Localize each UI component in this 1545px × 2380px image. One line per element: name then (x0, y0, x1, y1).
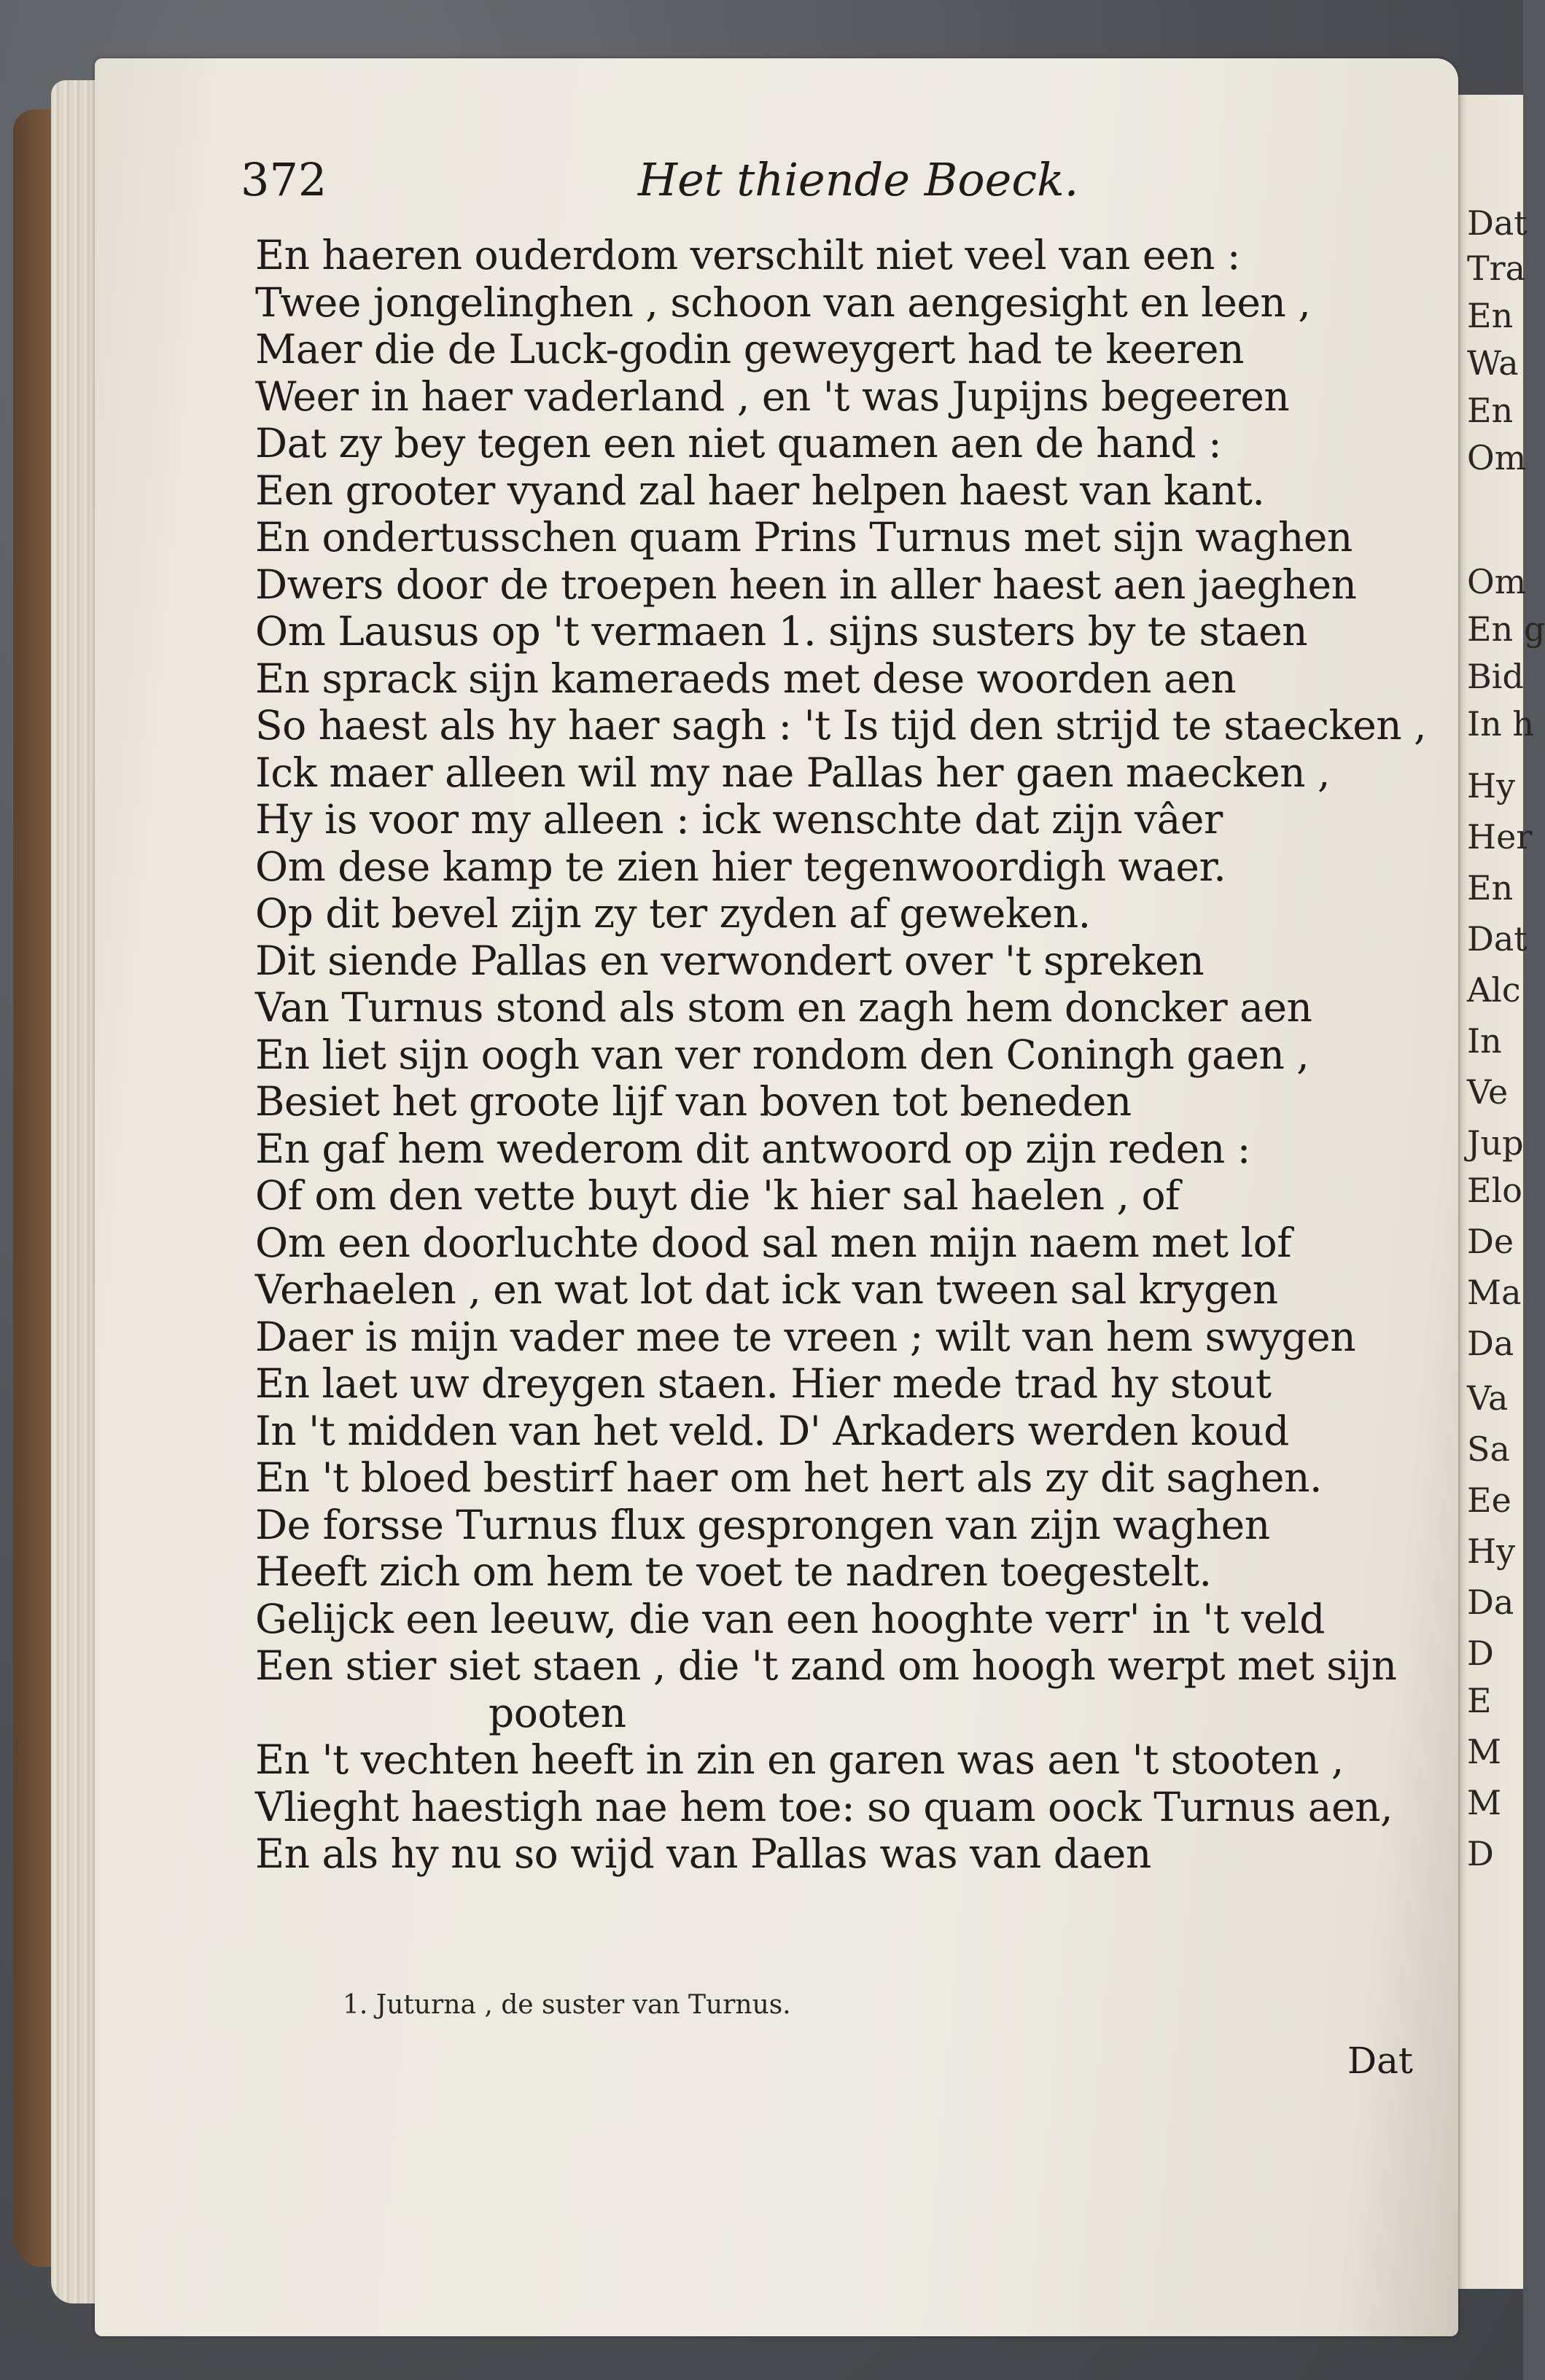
verse-line: Dat zy bey tegen een niet quamen aen de hand : (255, 420, 1222, 467)
verse-line: Maer die de Luck-godin geweygert had te keeren (255, 326, 1245, 372)
facing-fragment: Ee (1467, 1480, 1511, 1520)
page-number: 372 (241, 153, 327, 206)
verse-text (255, 232, 1436, 1878)
facing-fragment: Da (1467, 1583, 1514, 1622)
verse-line: Om een doorluchte dood sal men mijn naem met lof (255, 1219, 1292, 1266)
verse-line: In 't midden van het veld. D' Arkaders werden koud (255, 1407, 1289, 1454)
facing-fragment: Om (1467, 562, 1527, 601)
facing-fragment: Da (1467, 1324, 1514, 1363)
facing-fragment: Ma (1467, 1273, 1522, 1312)
facing-fragment: Hy (1467, 766, 1516, 805)
page-header (241, 153, 1334, 211)
facing-fragment: De (1467, 1222, 1514, 1261)
facing-fragment: Hy (1467, 1532, 1516, 1571)
verse-line: En als hy nu so wijd van Pallas was van daen (255, 1830, 1151, 1877)
verse-line: Vlieght haestigh nae hem toe: so quam oock Turnus aen, (255, 1783, 1393, 1830)
turnover-line: pooten (489, 1689, 626, 1736)
verse-line: So haest als hy haer sagh : 't Is tijd den strijd te staecken , (255, 702, 1427, 749)
catchword: Dat (1347, 2040, 1413, 2082)
verse-line: En gaf hem wederom dit antwoord op zijn reden : (255, 1125, 1250, 1172)
facing-fragment: Elo (1467, 1171, 1522, 1210)
verse-line: Dit siende Pallas en verwondert over 't spreken (255, 937, 1205, 984)
facing-fragment: Wa (1467, 343, 1519, 383)
verse-line: Weer in haer vaderland , en 't was Jupijns begeeren (255, 372, 1290, 420)
facing-fragment: Alc (1467, 970, 1521, 1010)
facing-fragment: Dat (1467, 203, 1528, 243)
facing-fragment: Tra (1467, 249, 1526, 288)
facing-fragment: D (1467, 1634, 1494, 1673)
facing-fragment: M (1467, 1732, 1502, 1771)
verse-line: De forsse Turnus flux gesprongen van zijn waghen (255, 1501, 1270, 1548)
verse-line: Of om den vette buyt die 'k hier sal haelen , of (255, 1172, 1180, 1219)
verse-line: En ondertusschen quam Prins Turnus met sijn waghen (255, 514, 1353, 561)
verse-line: En 't bloed bestirf haer om het hert als zy dit saghen. (255, 1454, 1323, 1501)
facing-fragment: M (1467, 1783, 1502, 1822)
facing-fragment: E (1467, 1681, 1492, 1720)
verse-line: Om dese kamp te zien hier tegenwoordigh waer. (255, 843, 1226, 890)
facing-fragment: In h (1467, 704, 1535, 744)
facing-fragment: En g (1467, 609, 1545, 649)
footnote: 1. Juturna , de suster van Turnus. (343, 1990, 791, 2020)
verse-line: Verhaelen , en wat lot dat ick van tween sal krygen (255, 1266, 1278, 1313)
verse-line: Een grooter vyand zal haer helpen haest van kant. (255, 467, 1265, 514)
verse-line: Twee jongelinghen , schoon van aengesight en leen , (255, 278, 1311, 326)
verse-line: Ick maer alleen wil my nae Pallas her gaen maecken , (255, 749, 1331, 796)
verse-line: En liet sijn oogh van ver rondom den Coningh gaen , (255, 1031, 1309, 1078)
verse-line: Op dit bevel zijn zy ter zyden af geweken. (255, 890, 1091, 937)
facing-fragment: Jup (1467, 1123, 1524, 1163)
facing-fragment: In (1467, 1021, 1502, 1061)
facing-fragment: En (1467, 391, 1514, 430)
verse-line: Heeft zich om hem te voet te nadren toegestelt. (255, 1548, 1212, 1595)
verse-line: Van Turnus stond als stom en zagh hem doncker aen (255, 984, 1312, 1031)
verse-line: En haeren ouderdom verschilt niet veel van een : (255, 232, 1240, 278)
verse-line: Dwers door de troepen heen in aller haest aen jaeghen (255, 561, 1357, 608)
facing-fragment: En (1467, 868, 1514, 908)
facing-fragment: En (1467, 296, 1514, 335)
verse-line: Besiet het groote lijf van boven tot beneden (255, 1078, 1132, 1125)
verse-line: En 't vechten heeft in zin en garen was aen 't stooten , (255, 1736, 1344, 1783)
verse-line: Een stier siet staen , die 't zand om hoogh werpt met sijn (255, 1642, 1397, 1689)
facing-fragment: Her (1467, 817, 1533, 857)
facing-fragment: Va (1467, 1378, 1509, 1418)
facing-fragment: Dat (1467, 919, 1528, 959)
verse-line: Hy is voor my alleen : ick wenschte dat zijn vâer (255, 796, 1223, 843)
facing-fragment: Sa (1467, 1429, 1510, 1469)
verse-line: Gelijck een leeuw, die van een hooghte verr' in 't veld (255, 1595, 1325, 1642)
verse-line: En laet uw dreygen staen. Hier mede trad hy stout (255, 1360, 1272, 1407)
verse-line: Daer is mijn vader mee te vreen ; wilt van hem swygen (255, 1313, 1356, 1360)
facing-fragment: Om (1467, 438, 1527, 477)
facing-fragment: Bid (1467, 657, 1524, 696)
verse-line: En sprack sijn kameraeds met dese woorden aen (255, 655, 1237, 702)
verse-line: Om Lausus op 't vermaen 1. sijns susters by te staen (255, 608, 1308, 655)
facing-fragment: Ve (1467, 1072, 1509, 1112)
running-head: Het thiende Boeck. (638, 153, 1079, 206)
facing-fragment: D (1467, 1834, 1494, 1873)
